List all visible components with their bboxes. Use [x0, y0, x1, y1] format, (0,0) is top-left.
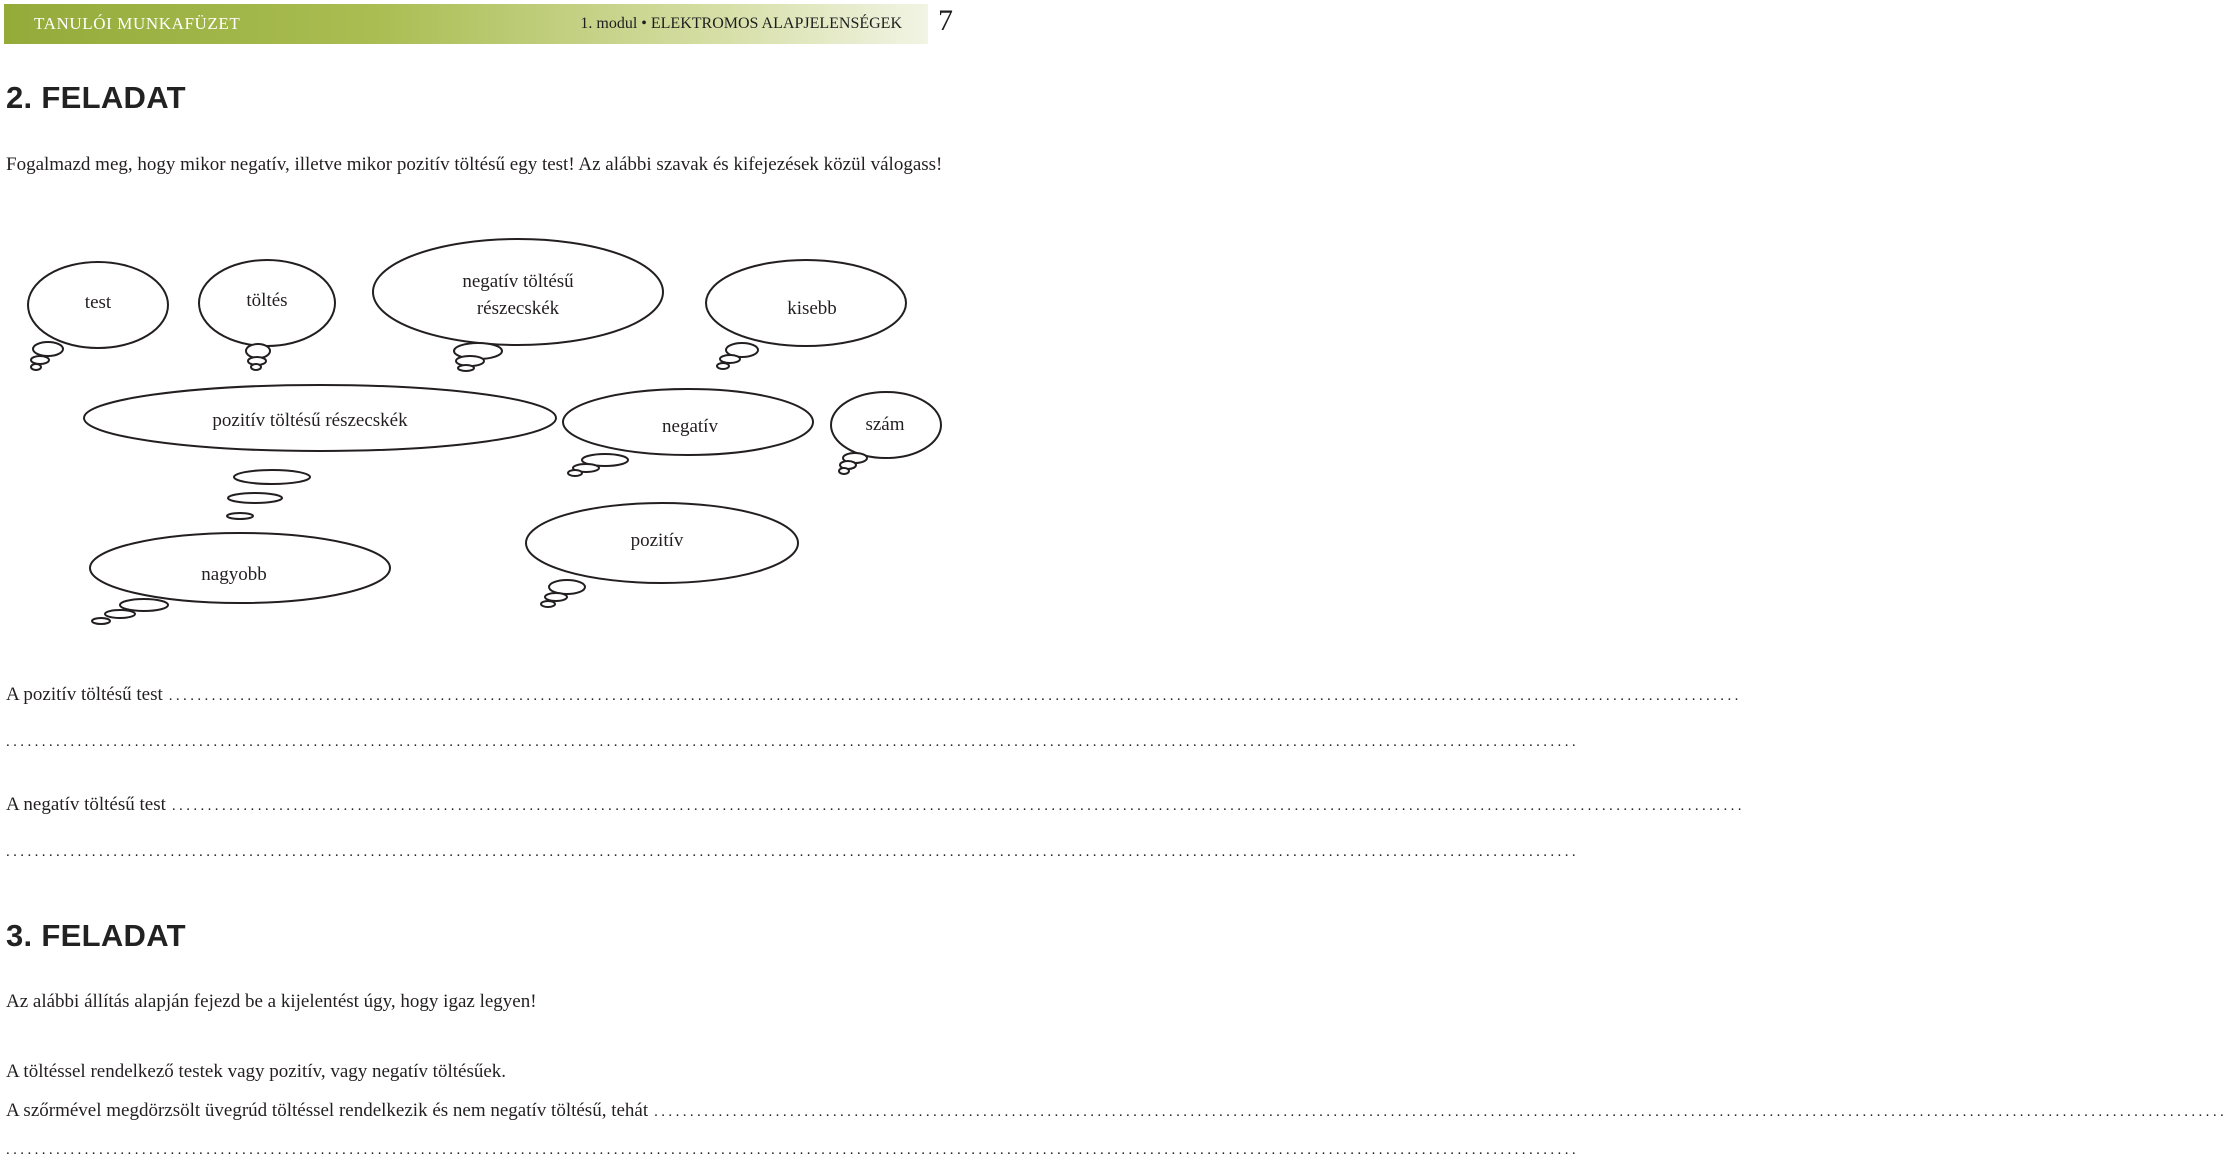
dotted-fill: ............................................................................................................................................................................................................................ [168, 688, 1742, 704]
word-bubble-kisebb [706, 260, 906, 369]
answer-line-positive[interactable] [6, 680, 1742, 706]
task3-instruction: Az alábbi állítás alapján fejezd be a kijelentést úgy, hogy igaz legyen! [6, 991, 537, 1012]
dotted-fill: ............................................................................................................................................................................................................................ [171, 798, 1745, 814]
word-pozitiv: pozitív [630, 530, 684, 551]
word-pozitiv-toltesu-reszecskek: pozitív töltésű részecskék [212, 410, 408, 431]
dotted-fill: ............................................................................................................................................................................................................................ [6, 734, 1579, 750]
prompt-negative-test: A negatív töltésű test [6, 794, 166, 815]
word-reszecskek: részecskék [476, 298, 560, 319]
word-toltes: töltés [246, 290, 288, 311]
module-title: 1. modul • ELEKTROMOS ALAPJELENSÉGEK [580, 15, 902, 32]
prompt-positive-test: A pozitív töltésű test [6, 684, 163, 705]
answer-line-positive-continued[interactable] [6, 726, 1579, 752]
dotted-fill: ............................................................................................................................................................................................................................ [6, 1142, 1579, 1158]
word-bubble-nagyobb [90, 533, 390, 624]
word-cloud-area [0, 0, 960, 660]
dotted-fill: ............................................................................................................................................................................................................................ [654, 1104, 2227, 1120]
task2-heading: 2. FELADAT [6, 80, 186, 115]
dotted-fill: ............................................................................................................................................................................................................................ [6, 844, 1579, 860]
answer-line-task3-continued[interactable] [6, 1134, 1579, 1160]
word-bubble-szam [831, 392, 941, 474]
word-test: test [84, 292, 112, 313]
prompt-task3: A szőrmével megdörzsölt üvegrúd töltéssel rendelkezik és nem negatív töltésű, tehát [6, 1100, 649, 1121]
word-bubble-toltes [199, 260, 335, 370]
page-number: 7 [938, 4, 953, 37]
word-bubble-negativ-toltesu-reszecskek [373, 239, 663, 371]
word-negativ-toltesu: negatív töltésű [462, 271, 574, 292]
answer-line-negative-continued[interactable] [6, 836, 1579, 862]
task2-instruction: Fogalmazd meg, hogy mikor negatív, illetve mikor pozitív töltésű egy test! Az alábbi szavak és kifejezések közül válogass! [6, 154, 943, 175]
task3-statement: A töltéssel rendelkező testek vagy pozitív, vagy negatív töltésűek. [6, 1061, 507, 1082]
word-bubble-test [28, 262, 168, 370]
workbook-title: TANULÓI MUNKAFÜZET [34, 14, 241, 33]
word-bubble-negativ [563, 389, 813, 476]
answer-line-task3[interactable] [6, 1096, 2227, 1122]
task3-heading: 3. FELADAT [6, 918, 186, 953]
word-szam: szám [865, 414, 905, 435]
answer-line-negative[interactable] [6, 790, 1745, 816]
word-negativ: negatív [662, 416, 718, 437]
word-bubble-pozitiv [526, 503, 798, 607]
word-bubble-pozitiv-toltesu-reszecskek [84, 385, 556, 519]
word-kisebb: kisebb [787, 298, 837, 319]
word-nagyobb: nagyobb [201, 564, 267, 585]
